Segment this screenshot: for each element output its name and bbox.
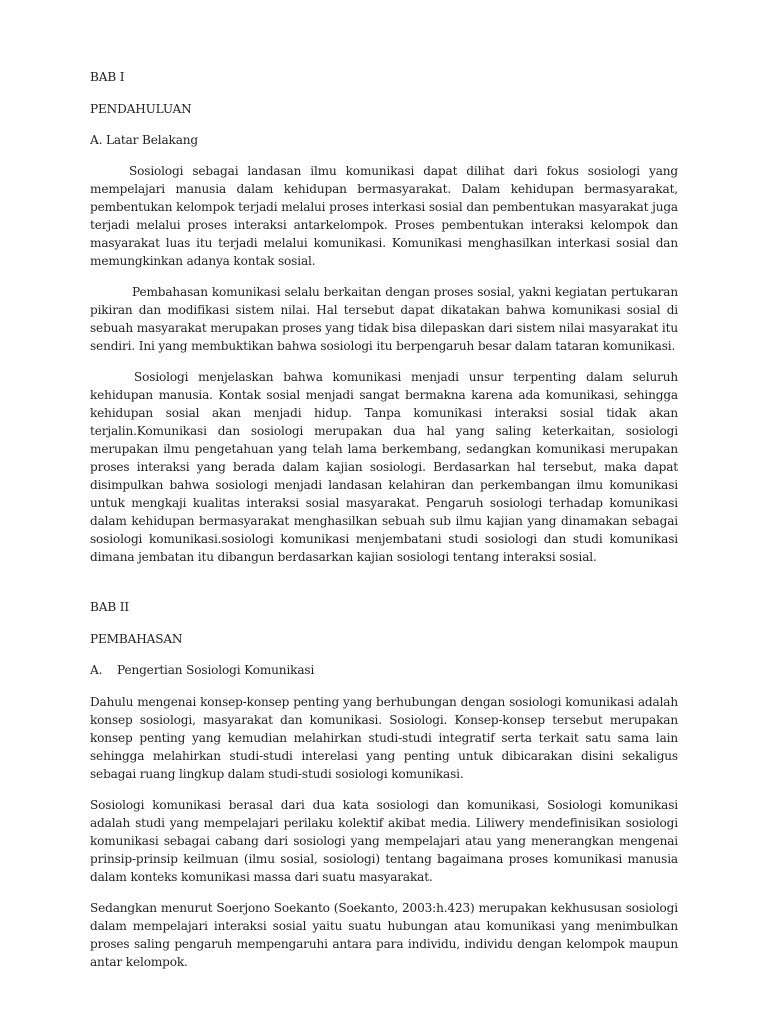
chapter-title: BAB II [90, 600, 130, 614]
paragraph: Sosiologi komunikasi berasal dari dua kata sosiologi dan komunikasi, Sosiologi komunikasi adalah studi yang mempelajari perilaku kolektif akibat media. Liliwery mendefinisikan sosiologi komunikasi sebagai cabang dari sosiologi yang mempelajari atau yang menerangkan mengenai prinsip-prinsip keilmuan (ilmu sosial, sosiologi) tentang bagaimana proses komunikasi manusia dalam konteks komunikasi massa dari suatu masyarakat. [90, 798, 678, 884]
paragraph: Sosiologi sebagai landasan ilmu komunikasi dapat dilihat dari fokus sosiologi yang mempelajari manusia dalam kehidupan bermasyarakat. Dalam kehidupan bermasyarakat, pembentukan kelompok terjadi melalui proses interkasi sosial dan pembentukan masyarakat juga terjadi melalui proses interaksi antarkelompok. Proses pembentukan interaksi kelompok dan masyarakat luas itu terjadi melalui komunikasi. Komunikasi menghasilkan interkasi sosial dan memungkinkan adanya kontak sosial. [90, 164, 678, 268]
paragraph: Sosiologi menjelaskan bahwa komunikasi menjadi unsur terpenting dalam seluruh kehidupan manusia. Kontak sosial menjadi sangat bermakna karena ada komunikasi, sehingga kehidupan sosial akan menjadi hidup. Tanpa komunikasi interaksi sosial tidak akan terjalin.Komunikasi dan sosiologi merupakan dua hal yang saling keterkaitan, sosiologi merupakan ilmu pengetahuan yang telah lama berkembang, sedangkan komunikasi merupakan proses interaksi yang berada dalam kajian sosiologi. Berdasarkan hal tersebut, maka dapat disimpulkan bahwa sosiologi menjadi landasan kelahiran dan perkembangan ilmu komunikasi untuk mengkaji kualitas interaksi sosial masyarakat. Pengaruh sosiologi terhadap komunikasi dalam kehidupan bermasyarakat menghasilkan sebuah sub ilmu kajian yang dinamakan sebagai sosiologi komunikasi.sosiologi komunikasi menjembatani studi sosiologi dan studi komunikasi dimana jembatan itu dibangun berdasarkan kajian sosiologi tentang interaksi sosial. [90, 370, 678, 564]
section-number: A. [90, 663, 103, 677]
paragraph: Dahulu mengenai konsep-konsep penting yang berhubungan dengan sosiologi komunikasi adalah konsep sosiologi, masyarakat dan komunikasi. Sosiologi. Konsep-konsep tersebut merupakan konsep penting yang kemudian melahirkan studi-studi integratif serta terkait satu sama lain sehingga melahirkan studi-studi interelasi yang penting untuk dibicarakan disini sekaligus sebagai ruang lingkup dalam studi-studi sosiologi komunikasi. [90, 695, 678, 781]
chapter-heading: PEMBAHASAN [90, 632, 183, 646]
paragraph: Pembahasan komunikasi selalu berkaitan dengan proses sosial, yakni kegiatan pertukaran pikiran dan modifikasi sistem nilai. Hal tersebut dapat dikatakan bahwa komunikasi sosial di sebuah masyarakat merupakan proses yang tidak bisa dilepaskan dari sistem nilai masyarakat itu sendiri. Ini yang membuktikan bahwa sosiologi itu berpengaruh besar dalam tataran komunikasi. [90, 285, 678, 353]
section-title: Pengertian Sosiologi Komunikasi [117, 663, 315, 677]
document-body [90, 68, 678, 984]
paragraph: Sedangkan menurut Soerjono Soekanto (Soekanto, 2003:h.423) merupakan kekhususan sosiologi dalam mempelajari interaksi sosial yaitu suatu hubungan atau komunikasi yang menimbulkan proses saling pengaruh mempengaruhi antara para individu, individu dengan kelompok maupun antar kelompok. [90, 901, 678, 969]
chapter-heading: PENDAHULUAN [90, 102, 192, 116]
section-heading [90, 661, 678, 679]
chapter-title: BAB I [90, 70, 125, 84]
section-heading: A. Latar Belakang [90, 133, 199, 147]
